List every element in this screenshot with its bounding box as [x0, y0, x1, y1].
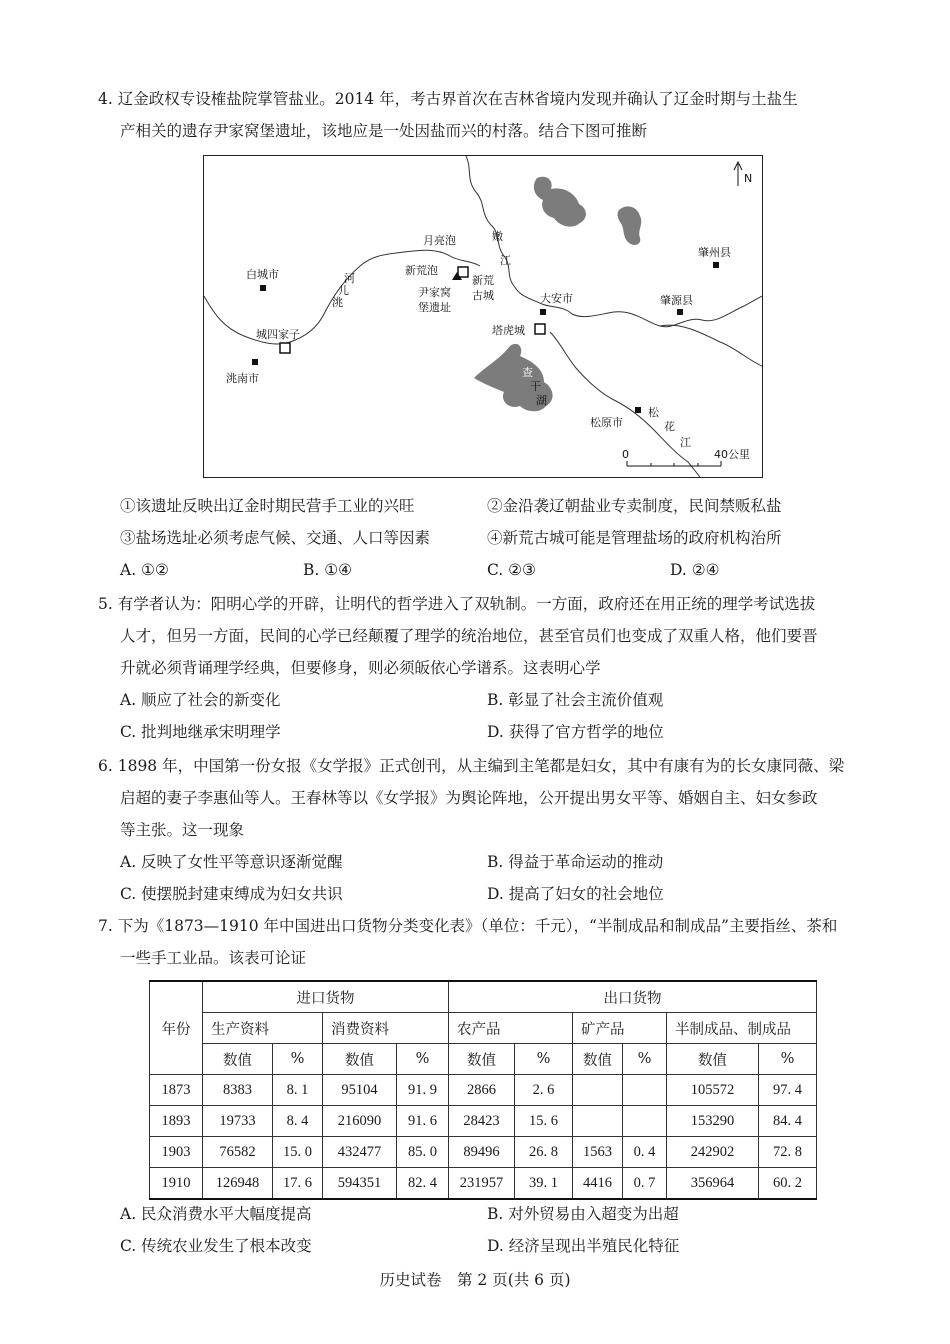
table-cell: 1563	[573, 1137, 623, 1168]
table-cell: 356964	[667, 1168, 759, 1200]
marker-baicheng	[260, 285, 266, 291]
q5-stem-line1: 5. 有学者认为：阳明心学的开辟，让明代的哲学进入了双轨制。一方面，政府还在用正统的理学考试选拔	[98, 595, 816, 613]
river-east	[660, 325, 762, 366]
header-mineral: 矿产品	[573, 1013, 667, 1044]
header-import: 进口货物	[203, 981, 449, 1013]
lake-north-1	[534, 177, 586, 227]
label-he: 河	[344, 272, 355, 285]
table-cell: 91. 9	[397, 1075, 449, 1106]
q6-stem-line3: 等主张。这一现象	[120, 821, 245, 839]
table-cell: 85. 0	[397, 1137, 449, 1168]
label-yinjia-2: 堡遗址	[418, 301, 451, 314]
table-row	[150, 1137, 817, 1168]
table-cell: 1893	[150, 1106, 203, 1137]
scale-bar	[627, 461, 721, 466]
subheader-pct: %	[759, 1044, 817, 1075]
q6-choice-a: A. 反映了女性平等意识逐渐觉醒	[120, 853, 343, 871]
q5-stem-line3: 升就必须背诵理学经典，但要修身，则必须皈依心学谱系。这表明心学	[120, 659, 601, 677]
q7-choice-d: D. 经济呈现出半殖民化特征	[487, 1237, 680, 1255]
marker-daan	[540, 309, 546, 315]
q4-stem-line1: 4. 辽金政权专设榷盐院掌管盐业。2014 年，考古界首次在吉林省境内发现并确认了辽金时期与土盐生	[98, 90, 798, 108]
label-taonan: 洮南市	[226, 372, 259, 385]
q7-stem-line1: 7. 下为《1873—1910 年中国进出口货物分类变化表》（单位：千元），“半制成品和制成品”主要指丝、茶和	[98, 917, 838, 935]
subheader-pct: %	[623, 1044, 667, 1075]
marker-taonan	[252, 359, 258, 365]
q5-choice-a: A. 顺应了社会的新变化	[120, 691, 281, 709]
table-cell: 242902	[667, 1137, 759, 1168]
table-cell: 1873	[150, 1075, 203, 1106]
marker-chengsijiazi	[280, 343, 290, 353]
label-gan: 干	[530, 380, 541, 393]
table-cell: 432477	[323, 1137, 397, 1168]
q4-choice-b: B. ①④	[303, 561, 353, 579]
q6-choice-c: C. 使摆脱封建束缚成为妇女共识	[120, 885, 343, 903]
subheader-pct: %	[515, 1044, 573, 1075]
table-cell	[573, 1106, 623, 1137]
q4-map	[203, 155, 763, 478]
q6-choice-d: D. 提高了妇女的社会地位	[487, 885, 664, 903]
label-baicheng: 白城市	[246, 268, 279, 281]
label-jiang: 江	[500, 254, 511, 267]
subheader-pct: %	[273, 1044, 323, 1075]
table-cell: 153290	[667, 1106, 759, 1137]
scale-0: 0	[622, 448, 629, 461]
table-cell	[623, 1075, 667, 1106]
table-cell: 60. 2	[759, 1168, 817, 1200]
subheader-value: 数值	[323, 1044, 397, 1075]
label-xinhuang-1: 新荒	[472, 274, 494, 287]
label-xinhuangpao: 新荒泡	[405, 264, 438, 277]
q6-stem-line2: 启超的妻子李惠仙等人。王春林等以《女学报》为舆论阵地，公开提出男女平等、婚姻自主、妇女参政	[120, 789, 818, 807]
q4-stem-line2: 产相关的遗存尹家窝堡遗址，该地应是一处因盐而兴的村落。结合下图可推断	[120, 122, 648, 140]
table-cell: 2866	[449, 1075, 515, 1106]
header-semi-finished: 半制成品、制成品	[667, 1013, 817, 1044]
table-cell: 594351	[323, 1168, 397, 1200]
page-footer: 历史试卷 第 2 页(共 6 页)	[379, 1271, 571, 1289]
q4-option-2: ②金沿袭辽朝盐业专卖制度，民间禁贩私盐	[487, 497, 782, 515]
marker-zhaozhou	[713, 262, 719, 268]
label-nen: 嫩	[492, 230, 503, 243]
label-er: 儿	[338, 284, 349, 297]
table-cell: 72. 8	[759, 1137, 817, 1168]
table-cell: 28423	[449, 1106, 515, 1137]
table-row	[150, 1075, 817, 1106]
table-cell: 1903	[150, 1137, 203, 1168]
table-cell	[573, 1075, 623, 1106]
label-tahucheng: 塔虎城	[492, 324, 525, 337]
table-cell: 15. 0	[273, 1137, 323, 1168]
label-hu: 湖	[536, 394, 547, 407]
table-cell: 82. 4	[397, 1168, 449, 1200]
q4-option-3: ③盐场选址必须考虑气候、交通、人口等因素	[120, 529, 431, 547]
table-cell: 8. 1	[273, 1075, 323, 1106]
label-xinhuang-2: 古城	[472, 289, 494, 302]
q5-choice-d: D. 获得了官方哲学的地位	[487, 723, 664, 741]
label-zhaoyuan: 肇源县	[660, 294, 693, 307]
marker-xinhuang-city	[458, 267, 468, 277]
label-cha: 查	[522, 366, 533, 379]
table-cell: 17. 6	[273, 1168, 323, 1200]
subheader-value: 数值	[449, 1044, 515, 1075]
table-cell: 19733	[203, 1106, 273, 1137]
table-cell: 1910	[150, 1168, 203, 1200]
table-cell: 4416	[573, 1168, 623, 1200]
q7-choice-a: A. 民众消费水平大幅度提高	[120, 1205, 312, 1223]
q7-choice-c: C. 传统农业发生了根本改变	[120, 1237, 312, 1255]
header-agriculture: 农产品	[449, 1013, 573, 1044]
q6-choice-b: B. 得益于革命运动的推动	[487, 853, 664, 871]
subheader-value: 数值	[667, 1044, 759, 1075]
river-nenjiang	[466, 156, 762, 327]
marker-tahucheng	[535, 324, 545, 334]
q4-choice-d: D. ②④	[670, 561, 720, 579]
table-cell: 76582	[203, 1137, 273, 1168]
label-zhaozhou: 肇州县	[698, 246, 731, 259]
table-row	[150, 1106, 817, 1137]
q7-choice-b: B. 对外贸易由入超变为出超	[487, 1205, 679, 1223]
table-row	[150, 1168, 817, 1200]
label-yueliangpao: 月亮泡	[423, 234, 456, 247]
table-cell: 8. 4	[273, 1106, 323, 1137]
header-production: 生产资料	[203, 1013, 323, 1044]
table-cell: 89496	[449, 1137, 515, 1168]
q6-stem-line1: 6. 1898 年，中国第一份女报《女学报》正式创刊，从主编到主笔都是妇女，其中有康有为的长女康同薇、梁	[98, 757, 845, 775]
q5-stem-line2: 人才，但另一方面，民间的心学已经颠覆了理学的统治地位，甚至官员们也变成了双重人格，他们要晋	[120, 627, 818, 645]
table-cell: 126948	[203, 1168, 273, 1200]
q4-choice-c: C. ②③	[487, 561, 536, 579]
q7-stem-line2: 一些手工业品。该表可论证	[120, 949, 307, 967]
lake-north-2	[618, 206, 642, 245]
table-cell: 95104	[323, 1075, 397, 1106]
subheader-value: 数值	[573, 1044, 623, 1075]
q4-choice-a: A. ①②	[120, 561, 169, 579]
label-songyuan: 松原市	[590, 416, 623, 429]
table-cell: 39. 1	[515, 1168, 573, 1200]
q4-option-1: ①该遗址反映出辽金时期民营手工业的兴旺	[120, 497, 415, 515]
scale-40: 40公里	[714, 448, 750, 461]
q7-data-table	[149, 980, 817, 1200]
table-cell: 26. 8	[515, 1137, 573, 1168]
label-song: 松	[648, 406, 659, 419]
q4-option-4: ④新荒古城可能是管理盐场的政府机构治所	[487, 529, 782, 547]
q5-choice-b: B. 彰显了社会主流价值观	[487, 691, 664, 709]
marker-songyuan	[635, 407, 641, 413]
table-cell: 0. 4	[623, 1137, 667, 1168]
label-tao: 洮	[332, 296, 343, 309]
table-cell: 84. 4	[759, 1106, 817, 1137]
header-export: 出口货物	[449, 981, 817, 1013]
subheader-value: 数值	[203, 1044, 273, 1075]
table-cell: 91. 6	[397, 1106, 449, 1137]
label-hua: 花	[664, 420, 675, 433]
header-consumption: 消费资料	[323, 1013, 449, 1044]
label-daan: 大安市	[540, 292, 573, 305]
table-cell: 2. 6	[515, 1075, 573, 1106]
table-cell: 216090	[323, 1106, 397, 1137]
table-cell: 15. 6	[515, 1106, 573, 1137]
table-cell: 231957	[449, 1168, 515, 1200]
table-cell: 8383	[203, 1075, 273, 1106]
label-yinjia-1: 尹家窝	[418, 286, 451, 299]
table-cell	[623, 1106, 667, 1137]
header-year: 年份	[150, 981, 203, 1075]
table-cell: 0. 7	[623, 1168, 667, 1200]
subheader-pct: %	[397, 1044, 449, 1075]
q5-choice-c: C. 批判地继承宋明理学	[120, 723, 281, 741]
label-chengsijiazi: 城四家子	[256, 328, 300, 341]
north-label: N	[744, 172, 753, 185]
table-cell: 105572	[667, 1075, 759, 1106]
marker-zhaoyuan	[677, 309, 683, 315]
table-cell: 97. 4	[759, 1075, 817, 1106]
label-jiang2: 江	[680, 436, 691, 449]
